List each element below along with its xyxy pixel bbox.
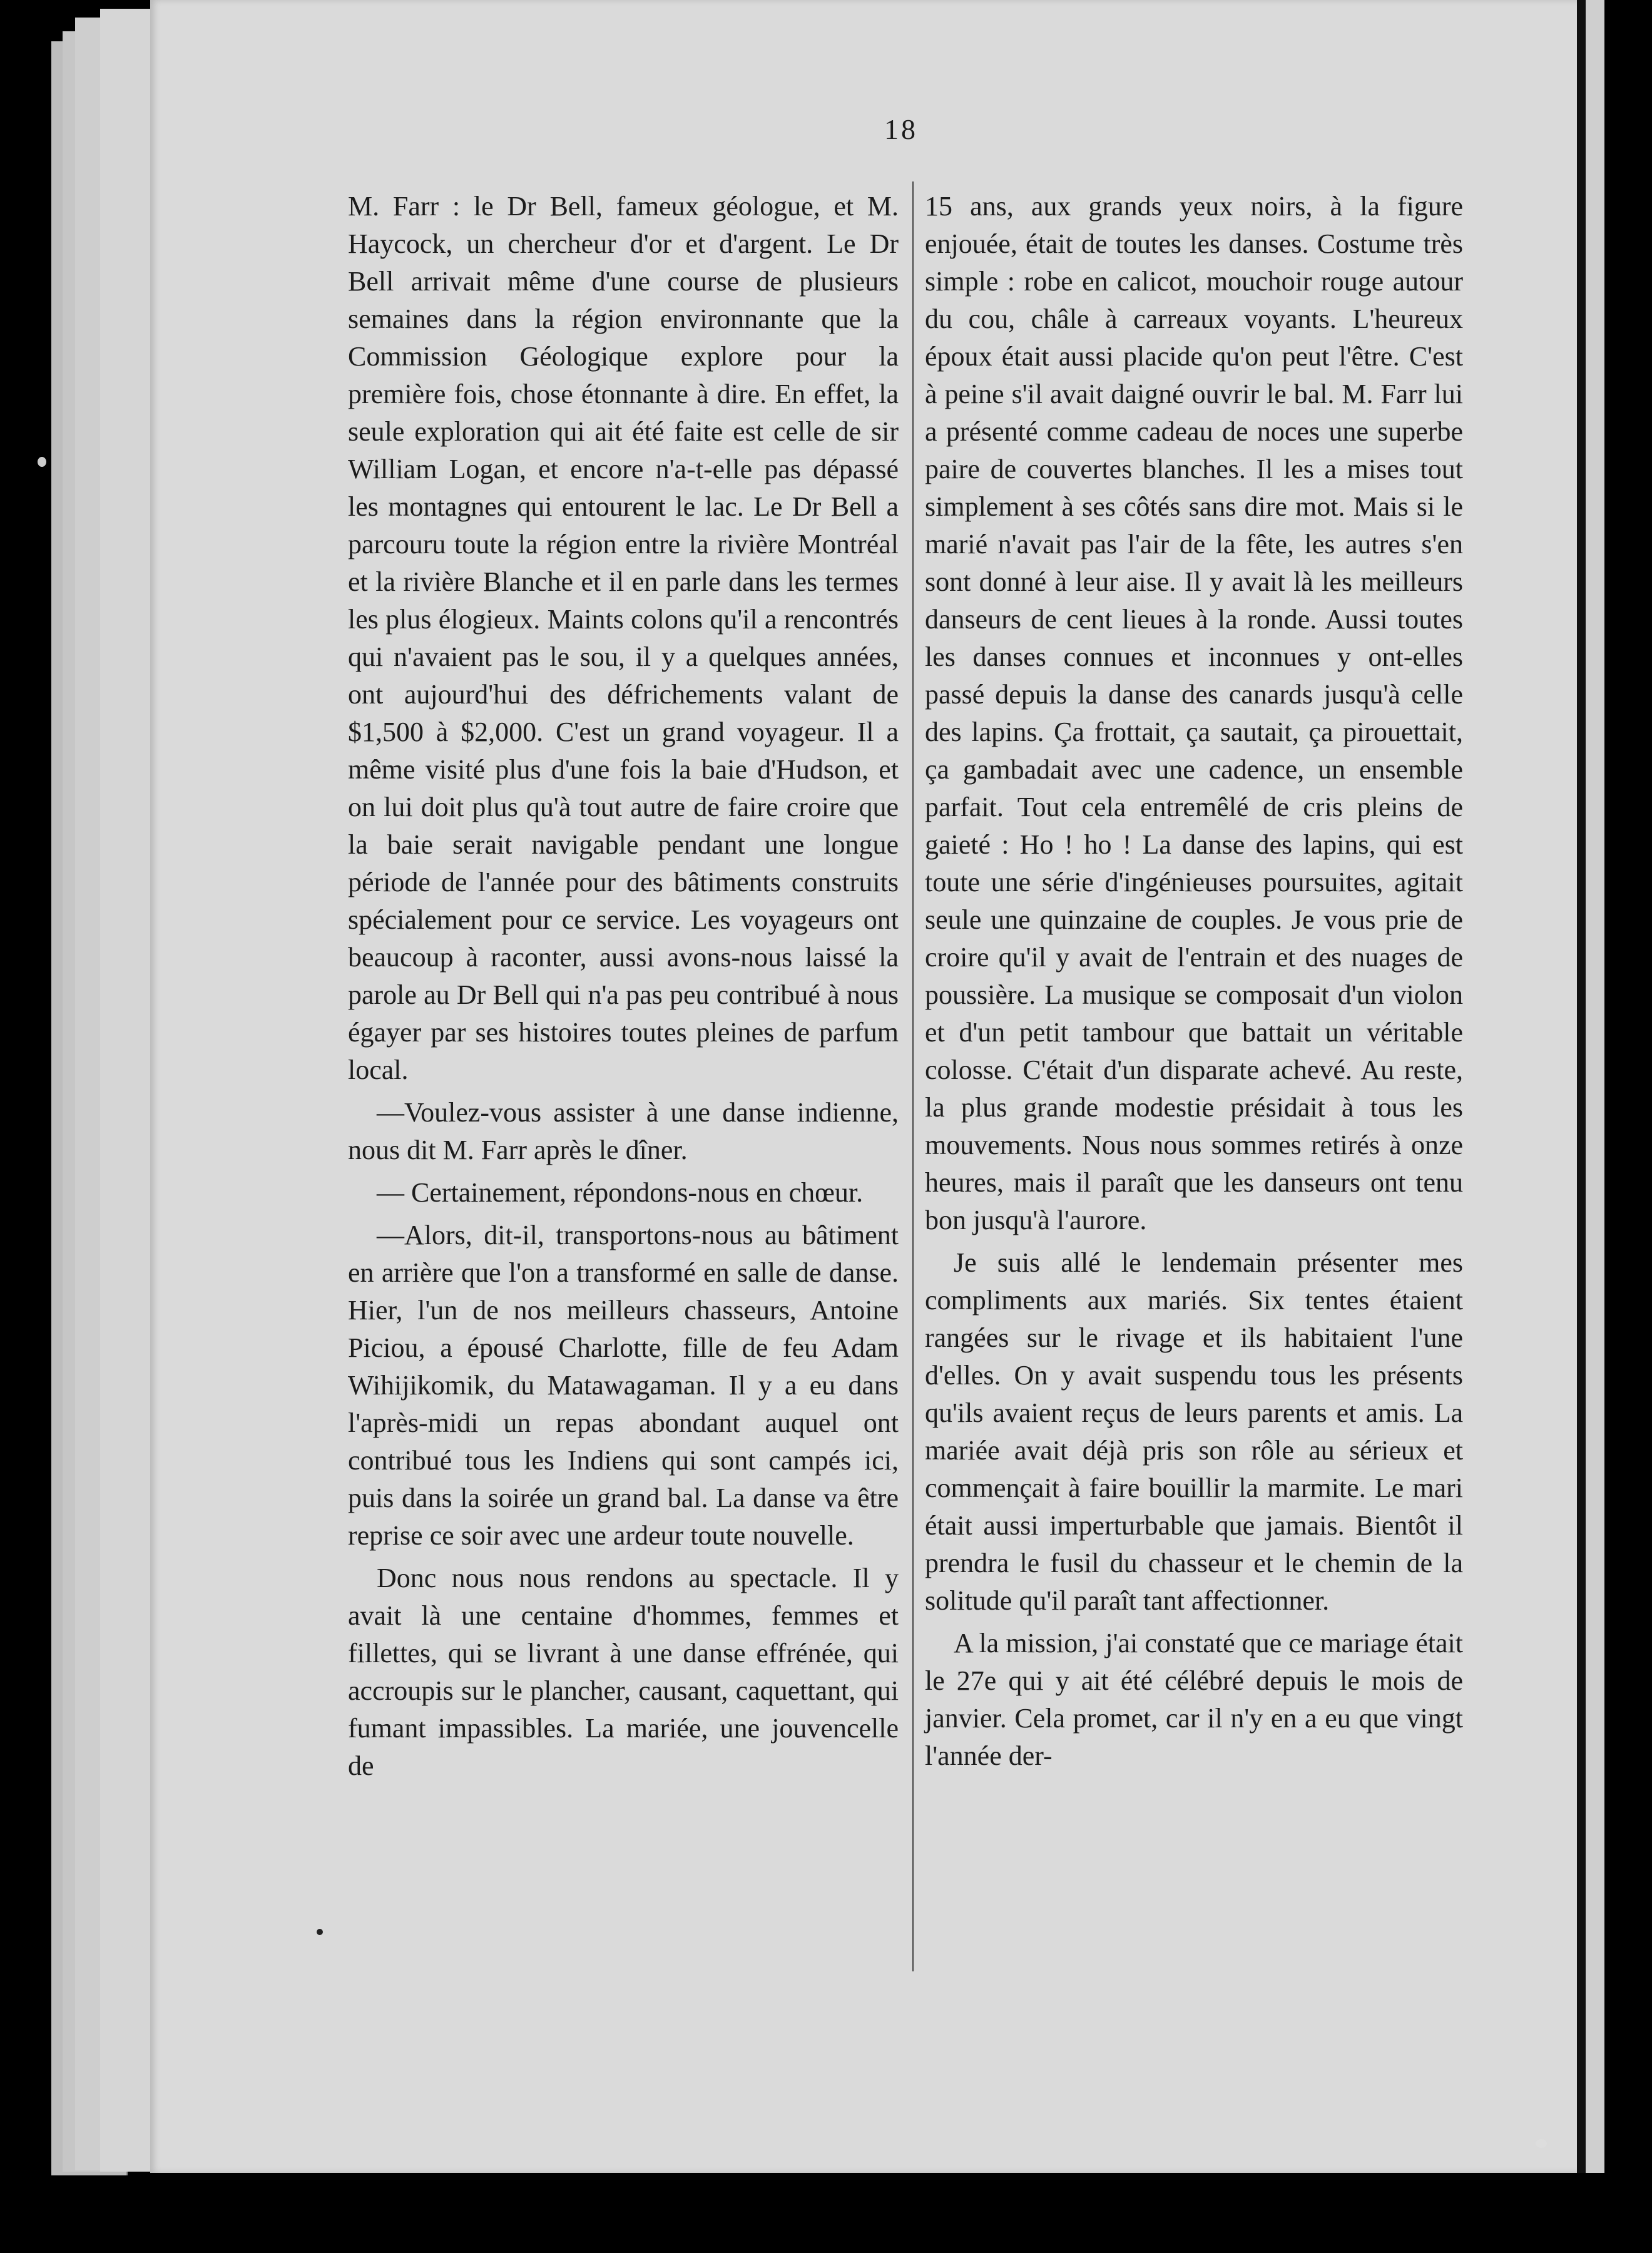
column-divider — [912, 181, 914, 1971]
scan-speck — [317, 1929, 323, 1935]
scan-speck — [38, 457, 46, 467]
paragraph: — Certainement, répondons-nous en chœur. — [377, 1177, 864, 1208]
paragraph: —Alors, dit-il, transportons-nous au bâtiment en arrière que l'on a transformé en salle de danse. Hier, l'un de nos meilleurs chasseurs, Antoine Piciou, a épousé Charlotte, fille de feu Adam Wihijikomik, du Matawagaman. Il y a eu dans l'après-midi un repas abondant auquel ont contribué tous les Indiens qui sont campés ici, puis dans la soirée un grand bal. La danse va être reprise ce soir avec une ardeur toute nouvelle. — [348, 1220, 899, 1551]
paragraph: A la mission, j'ai constaté que ce mariage était le 27e qui y ait été célébré depuis le mois de janvier. Cela promet, car il n'y en a eu que vingt l'année der- — [925, 1628, 1463, 1771]
right-column — [925, 188, 1463, 1780]
paragraph: M. Farr : le Dr Bell, fameux géologue, et M. Haycock, un chercheur d'or et d'argent. Le Dr Bell arrivait même d'une course de plusieurs semaines dans la région environnante que la Commission Géologique explore pour la première fois, chose étonnante à dire. En effet, la seule exploration qui ait été faite est celle de sir William Logan, et encore n'a-t-elle pas dépassé les montagnes qui entourent le lac. Le Dr Bell a parcouru toute la région entre la rivière Montréal et la rivière Blanche et il en parle dans les termes les plus élogieux. Maints colons qu'il a rencontrés qui n'avaient pas le sou, il y a quelques années, ont aujourd'hui des défrichements valant de $1,500 à $2,000. C'est un grand voyageur. Il a même visité plus d'une fois la baie d'Hudson, et on lui doit plus qu'à tout autre de faire croire que la baie serait navigable pendant une longue période de l'année pour des bâtiments construits spécialement pour ce service. Les voyageurs ont beaucoup à raconter, aussi avons-nous laissé la parole au Dr Bell qui n'a pas peu contribué à nous égayer par ses histoires toutes pleines de parfum local. — [348, 191, 899, 1085]
paragraph: Donc nous nous rendons au spectacle. Il y avait là une centaine d'hommes, femmes et fillettes, qui se livrant à une danse effrénée, qui accroupis sur le plancher, causant, caquettant, qui fumant impassibles. La mariée, une jouvencelle de — [348, 1563, 899, 1781]
paragraph: 15 ans, aux grands yeux noirs, à la figure enjouée, était de toutes les danses. Costume très simple : robe en calicot, mouchoir rouge autour du cou, châle à carreaux voyants. L'heureux époux était aussi placide qu'on peut l'être. C'est à peine s'il avait daigné ouvrir le bal. M. Farr lui a présenté comme cadeau de noces une superbe paire de couvertes blanches. Il les a mises tout simplement à ses côtés sans dire mot. Mais si le marié n'avait pas l'air de la fête, les autres s'en sont donné à leur aise. Il y avait là les meilleurs danseurs de cent lieues à la ronde. Aussi toutes les danses connues et inconnues y ont-elles passé depuis la danse des canards jusqu'à celle des lapins. Ça frottait, ça sautait, ça pirouettait, ça gambadait avec une cadence, un ensemble parfait. Tout cela entremêlé de cris pleins de gaieté : Ho ! ho ! La danse des lapins, qui est toute une série d'ingénieuses poursuites, agitait seule une quinzaine de couples. Je vous prie de croire qu'il y avait de l'entrain et des nuages de poussière. La musique se composait d'un violon et d'un petit tambour que battait un véritable colosse. C'était d'un disparate achevé. Au reste, la plus grande modestie présidait à tous les mouvements. Nous nous sommes retirés à onze heures, mais il paraît que les danseurs ont tenu bon jusqu'à l'aurore. — [925, 191, 1463, 1235]
scan-speck — [1536, 2139, 1547, 2148]
paragraph: Je suis allé le lendemain présenter mes compliments aux mariés. Six tentes étaient rangées sur le rivage et ils habitaient l'une d'elles. On y avait suspendu tous les présents qu'ils avaient reçus de leurs parents et amis. La mariée avait déjà pris son rôle au sérieux et commençait à faire bouillir la marmite. Le mari était aussi imperturbable que jamais. Bientôt il prendra le fusil du chasseur et le chemin de la solitude qu'il paraît tant affectionner. — [925, 1247, 1463, 1616]
page-number: 18 — [884, 113, 918, 145]
left-column — [348, 188, 899, 1790]
adjacent-page-edge — [1586, 0, 1604, 2173]
paragraph: —Voulez-vous assister à une danse indienne, nous dit M. Farr après le dîner. — [348, 1097, 899, 1165]
page-binding-shadow — [1577, 0, 1586, 2173]
